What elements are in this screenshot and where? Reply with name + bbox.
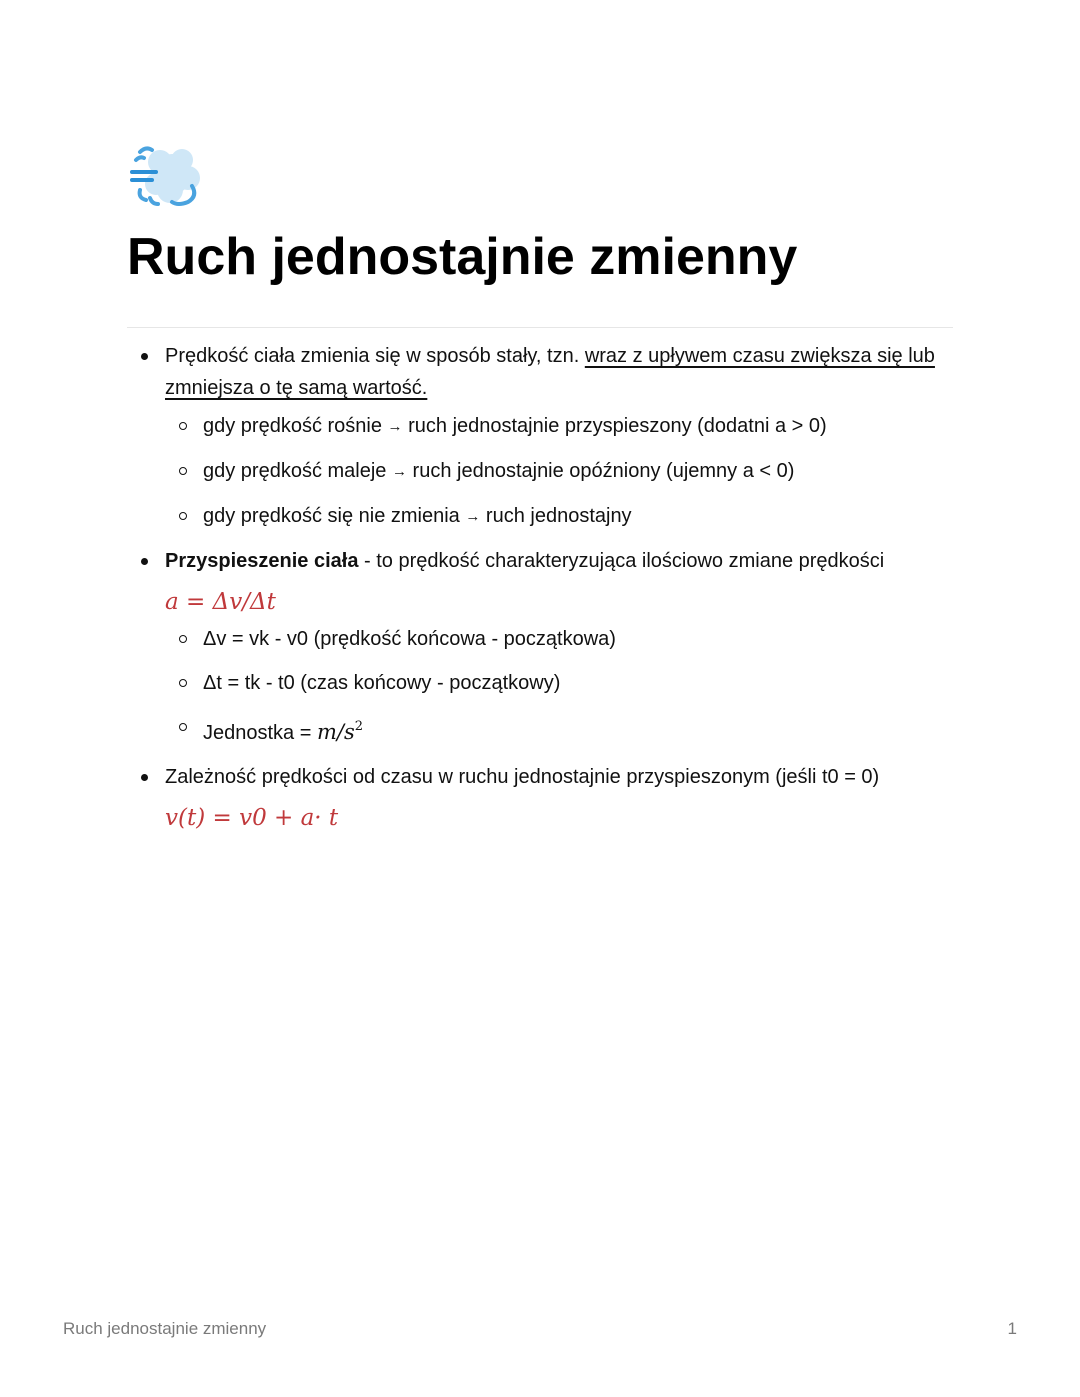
velocity-formula: v(t) = v0 + a· t	[165, 805, 339, 831]
sub-item-text: ruch jednostajnie przyspieszony (dodatni a > 0)	[402, 415, 827, 437]
bullet-list	[127, 340, 957, 833]
sub-item	[165, 667, 957, 699]
sub-item	[165, 455, 957, 488]
sub-list	[165, 410, 957, 533]
sub-item-text: ruch jednostajny	[480, 505, 632, 527]
underlined-text: wraz z upływem czasu zwiększa się lub zmniejsza o tę samą wartość.	[165, 345, 935, 399]
sub-item-text: Jednostka =	[203, 722, 317, 744]
page-title: Ruch jednostajnie zmienny	[127, 228, 798, 286]
bullet-text: - to prędkość charakteryzująca ilościowo zmiane prędkości	[358, 550, 885, 572]
unit-math	[317, 720, 363, 744]
unit-exponent: 2	[354, 719, 364, 734]
sub-item	[165, 500, 957, 533]
sub-item-text: ruch jednostajnie opóźniony (ujemny a < 0)	[406, 460, 795, 482]
sub-item	[165, 410, 957, 443]
arrow-right-icon: →	[465, 508, 481, 525]
arrow-right-icon: →	[387, 418, 403, 435]
bullet-text: Zależność prędkości od czasu w ruchu jednostajnie przyspieszonym (jeśli t0 = 0)	[165, 766, 880, 788]
sub-item	[165, 711, 957, 749]
arrow-right-icon: →	[391, 463, 407, 480]
dashing-away-icon	[126, 138, 206, 210]
sub-item-text: gdy prędkość maleje	[203, 460, 392, 482]
bullet-text: Prędkość ciała zmienia się w sposób stały, tzn.	[165, 345, 585, 367]
bullet-velocity-time	[127, 761, 957, 833]
acceleration-formula: a = Δv/Δt	[165, 589, 276, 615]
bullet-speed-definition	[127, 340, 957, 533]
sub-list	[165, 623, 957, 749]
bullet-acceleration	[127, 545, 957, 749]
title-divider	[127, 327, 953, 328]
sub-item-text: Δt = tk - t0 (czas końcowy - początkowy)	[203, 672, 561, 694]
sub-item-text: Δv = vk - v0 (prędkość końcowa - początkowa)	[203, 628, 616, 650]
page-number: 1	[1007, 1319, 1017, 1338]
sub-item	[165, 623, 957, 655]
bold-term: Przyspieszenie ciała	[165, 550, 359, 572]
unit-base: m/s	[316, 720, 355, 744]
sub-item-text: gdy prędkość się nie zmienia	[203, 505, 466, 527]
footer-title: Ruch jednostajnie zmienny	[63, 1319, 267, 1338]
sub-item-text: gdy prędkość rośnie	[203, 415, 388, 437]
page-content	[127, 340, 957, 841]
